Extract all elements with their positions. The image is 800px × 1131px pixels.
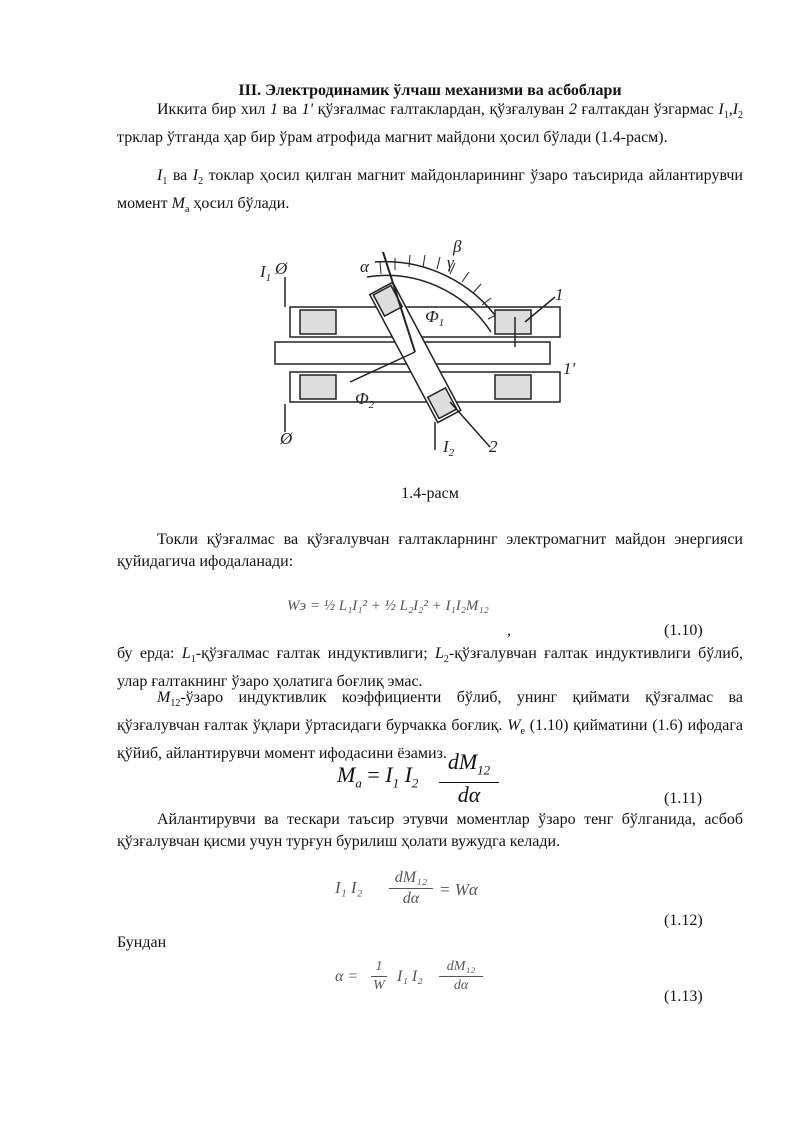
subscript: 2 [738, 110, 744, 122]
text: dα [453, 978, 469, 993]
coil-number: 1 [269, 101, 278, 118]
text: қўзғалмас ғалтаклардан, қўзғалуван [313, 101, 569, 118]
text: dα [457, 782, 481, 808]
equation-1-11 [337, 762, 418, 791]
leader-2 [450, 402, 490, 447]
subscript: 1 [392, 775, 400, 791]
electrodynamic-mechanism-figure [255, 222, 585, 467]
equation-number: (1.10) [664, 622, 703, 639]
equation-number: (1.11) [664, 790, 703, 807]
label-phi1: $Ф_1$ [425, 307, 445, 329]
page-title: III. Электродинамик ўлчаш механизми ва асбоблари [238, 82, 622, 99]
text: Иккита бир хил [157, 101, 270, 118]
coil-number: 1' [301, 101, 314, 118]
subscript: 1 [190, 654, 196, 666]
label-phi2: $Ф_2$ [355, 389, 375, 411]
text: токлар ҳосил қилган магнит майдонларининг ўзаро таъсирида айлантирувчи момент [117, 167, 743, 213]
text: (1.10) қийматини (1.6) ифодага қўйиб, айлантирувчи момент ифодасини ёзамиз. [117, 717, 743, 763]
text: -қўзғалмас ғалтак индуктивлиги; [195, 645, 436, 662]
paragraph-5 [117, 687, 743, 765]
label-beta: β [453, 237, 462, 256]
coil-section [300, 375, 336, 399]
subscript: 12 [170, 698, 181, 710]
text: dM [447, 749, 478, 774]
paragraph-6: Айлантирувчи ва тескари таъсир этувчи моментлар ўзаро тенг бўлганида, асбоб қўзғалувчан қисми учун турғун бурилиш ҳолати вужудга келади. [117, 811, 743, 850]
subscript: 1 [723, 110, 729, 122]
subscript: 2 [411, 775, 419, 791]
equation-1-12 [335, 878, 362, 898]
bundan-text: Бундан [117, 934, 167, 951]
label-alpha: α [360, 257, 369, 276]
current-symbol: I [192, 167, 199, 184]
text: -ўзаро индуктивлик коэффициенти бўлиб, унинг қиймати қўзғалмас ва қўзғалувчан ғалтак ўқлари ўртасидаги бурчакка боғлиқ. [117, 689, 743, 735]
subscript: a [355, 775, 362, 791]
subscript: a [184, 204, 190, 216]
text: ва [167, 167, 193, 184]
text: -қўзғалувчан ғалтак индуктивлиги бўлиб, улар ғалтакнинг ўзаро ҳолатига боғлиқ эмас. [117, 645, 743, 691]
equation-1-10: Wэ = ½ L₁I₁² + ½ L₂I₂² + I₁I₂M₁₂ [287, 598, 489, 614]
equation-fraction [371, 958, 387, 995]
text: ҳосил бўлади. [189, 195, 290, 213]
coil-section [495, 375, 531, 399]
text: dα [402, 890, 420, 907]
text: бу ерда: [117, 645, 182, 662]
paragraph-4 [117, 643, 743, 693]
subscript: 2 [198, 176, 204, 188]
text: dM₁₂ [389, 868, 433, 889]
label-gamma: γ [447, 253, 454, 272]
subscript: e [520, 726, 525, 738]
label-i2: $I_2$ [443, 437, 455, 459]
energy-symbol: W [507, 717, 521, 735]
equation-comma: , [507, 622, 511, 639]
equation-fraction [439, 750, 499, 807]
equation-number: (1.13) [664, 988, 703, 1005]
text: M [337, 762, 356, 787]
equation-1-13: α = [335, 968, 359, 985]
subscript: 1 [162, 176, 168, 188]
label-circ: Ø [275, 259, 288, 278]
label-coil-2: 2 [489, 437, 498, 456]
text: 1 [371, 958, 387, 977]
mutual-inductance-symbol: M [157, 689, 171, 706]
equation-rhs: = Wα [439, 880, 478, 899]
text: ва [277, 101, 302, 118]
text: , [728, 101, 733, 118]
text: = [367, 762, 380, 787]
current-symbol: I [718, 101, 724, 118]
paragraph-1 [117, 99, 743, 149]
coil-number: 2 [568, 101, 577, 118]
current-symbol: I [732, 101, 739, 118]
text: ғалтакдан ўзгармас [576, 101, 719, 118]
label-coil-1-prime: 1' [563, 359, 576, 378]
text: dM₁₂ [439, 958, 483, 977]
equation-fraction [439, 958, 483, 995]
paragraph-3: Токли қўзғалмас ва қўзғалувчан ғалтакларнинг электромагнит майдон энергияси қуйидагича ифодаланади: [117, 531, 743, 570]
text: трклар ўтганда ҳар бир ўрам атрофида магнит майдони ҳосил бўлади (1.4-расм). [117, 129, 668, 147]
subscript: 2 [443, 654, 449, 666]
label-i1: $I_1$ [260, 262, 272, 284]
text: I [385, 762, 393, 787]
inductance-symbol: L [435, 645, 444, 662]
label-coil-1: 1 [555, 285, 564, 304]
equation-number: (1.12) [664, 912, 703, 929]
text: W [373, 978, 385, 993]
current-symbol: I [157, 167, 163, 184]
subscript: 12 [477, 762, 491, 778]
figure-caption: 1.4-расм [401, 485, 459, 502]
inductance-symbol: L [181, 645, 191, 662]
text: I₁ I₂ [335, 878, 363, 897]
paragraph-2 [117, 165, 743, 221]
coil-section [300, 310, 336, 334]
label-circ-bottom: Ø [280, 429, 293, 448]
equation-fraction [389, 868, 433, 909]
equation-mid: I₁ I₂ [397, 968, 423, 985]
text: I [404, 762, 412, 787]
moment-symbol: M [171, 195, 185, 213]
